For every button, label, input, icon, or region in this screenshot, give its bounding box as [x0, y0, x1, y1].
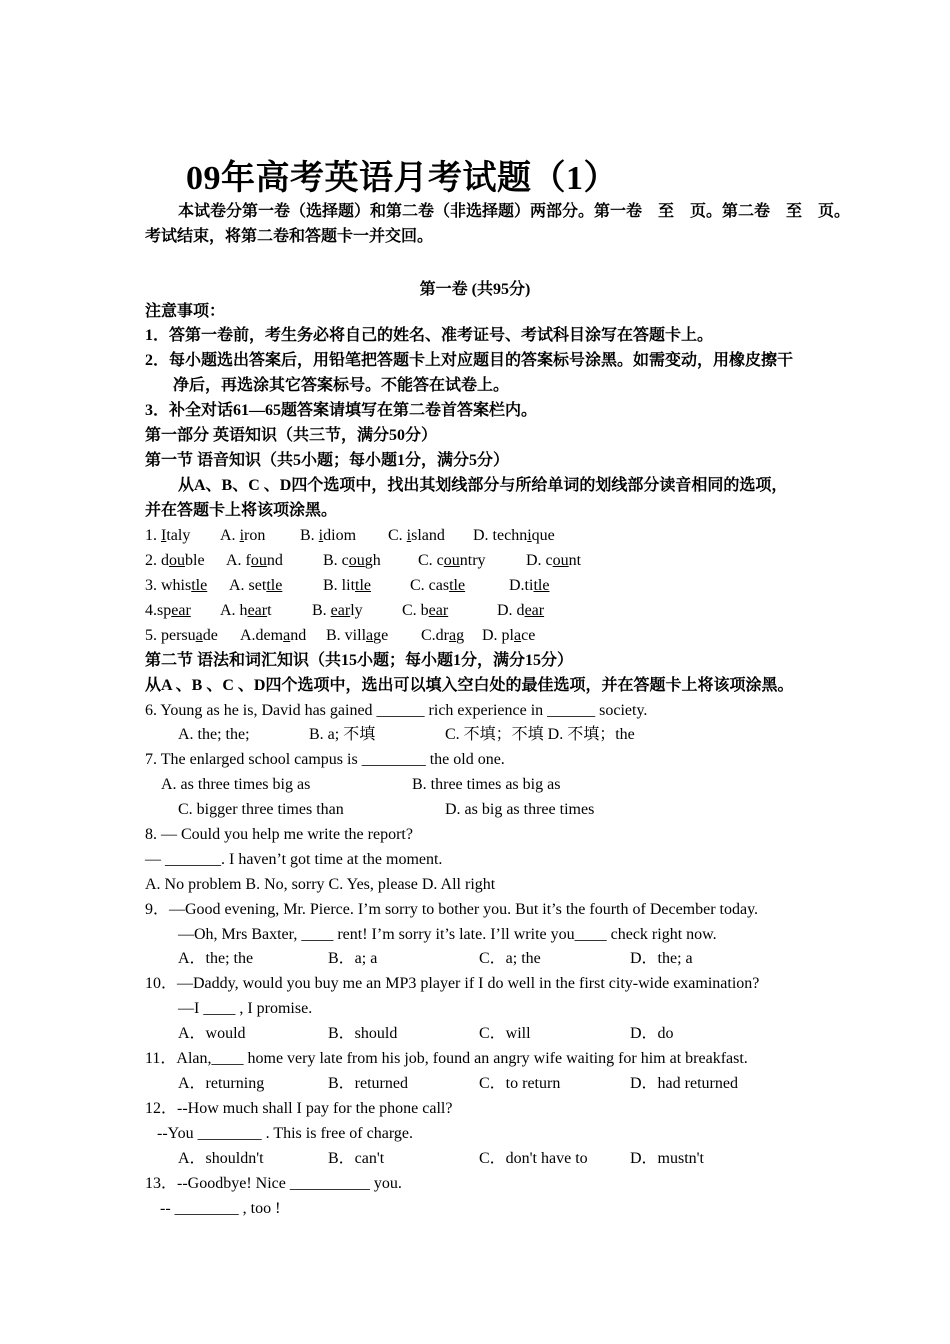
q10-option-d: D．do [630, 1025, 674, 1042]
q3-option-c: C. castle [410, 577, 466, 594]
q6-stem: 6. Young as he is, David has gained ______ rich experience in ______ society. [145, 702, 648, 719]
q1-option-d: D. technique [473, 527, 555, 544]
q4-option-a: A. heart [220, 602, 272, 619]
section1-instr-2: 并在答题卡上将该项涂黑。 [145, 502, 338, 519]
q12-option-b: B．can't [328, 1150, 385, 1167]
q9-option-d: D．the; a [630, 950, 693, 967]
q9-reply: —Oh, Mrs Baxter, ____ rent! I’m sorry it’s late. I’ll write you____ check right now. [178, 926, 717, 943]
q5-option-b: B. village [326, 627, 389, 644]
q12-reply: --You ________ . This is free of charge. [157, 1125, 413, 1142]
note-2b: 净后，再选涂其它答案标号。不能答在试卷上。 [173, 377, 510, 394]
intro-line-2: 考试结束，将第二卷和答题卡一并交回。 [145, 228, 434, 245]
q8-options: A. No problem B. No, sorry C. Yes, please D. All right [145, 876, 496, 893]
q10-option-a: A．would [178, 1025, 246, 1042]
q7-option-b: B. three times as big as [412, 776, 561, 793]
note-3: 3．补全对话61—65题答案请填写在第二卷首答案栏内。 [145, 402, 538, 419]
q12-stem: 12．--How much shall I pay for the phone call? [145, 1100, 453, 1117]
q4-option-d: D. dear [497, 602, 545, 619]
q1-word: 1. Italy [145, 527, 191, 544]
q12-option-a: A．shouldn't [178, 1150, 264, 1167]
q10-reply: —I ____ , I promise. [178, 1000, 313, 1017]
q3-word: 3. whistle [145, 577, 208, 594]
section1-heading: 第一节 语音知识（共5小题；每小题1分，满分5分） [145, 452, 510, 469]
q5-option-d: D. place [482, 627, 536, 644]
q6-option-cd: C. 不填；不填 D. 不填；the [445, 726, 635, 743]
q8-reply: — _______. I haven’t got time at the moment. [145, 851, 443, 868]
q3-option-b: B. little [323, 577, 372, 594]
q4-option-c: C. bear [402, 602, 449, 619]
section1-instr-1: 从A、B、C 、D四个选项中，找出其划线部分与所给单词的划线部分读音相同的选项， [178, 477, 788, 494]
q5-option-a: A.demand [240, 627, 307, 644]
note-2a: 2．每小题选出答案后，用铅笔把答题卡上对应题目的答案标号涂黑。如需变动，用橡皮擦干 [145, 352, 794, 369]
q12-option-d: D．mustn't [630, 1150, 705, 1167]
q11-option-c: C．to return [479, 1075, 561, 1092]
note-1: 1．答第一卷前，考生务必将自己的姓名、准考证号、考试科目涂写在答题卡上。 [145, 327, 714, 344]
q11-option-d: D．had returned [630, 1075, 738, 1092]
part1-heading: 第一卷 (共95分) [419, 281, 531, 298]
q9-option-c: C．a; the [479, 950, 541, 967]
section2-heading: 第二节 语法和词汇知识（共15小题；每小题1分，满分15分） [145, 652, 574, 669]
q10-option-b: B．should [328, 1025, 398, 1042]
q9-option-b: B．a; a [328, 950, 378, 967]
q13-stem: 13．--Goodbye! Nice __________ you. [145, 1175, 402, 1192]
q2-option-b: B. cough [323, 552, 381, 569]
q2-option-d: D. count [526, 552, 582, 569]
q3-option-a: A. settle [229, 577, 283, 594]
q2-option-a: A. found [226, 552, 283, 569]
q3-option-d: D.title [509, 577, 550, 594]
q11-stem: 11．Alan,____ home very late from his job, found an angry wife waiting for him at breakfast. [145, 1050, 748, 1067]
notes-label: 注意事项： [145, 303, 226, 320]
q9-option-a: A．the; the [178, 950, 254, 967]
q6-option-b: B. a; 不填 [309, 726, 376, 743]
q6-option-a: A. the; the; [178, 726, 250, 743]
q4-word: 4.spear [145, 602, 191, 619]
q8-stem: 8. — Could you help me write the report? [145, 826, 413, 843]
q2-word: 2. double [145, 552, 205, 569]
q1-option-c: C. island [388, 527, 445, 544]
q10-option-c: C．will [479, 1025, 531, 1042]
q7-option-d: D. as big as three times [445, 801, 595, 818]
q5-option-c: C.drag [421, 627, 465, 644]
q1-option-b: B. idiom [300, 527, 357, 544]
q11-option-a: A．returning [178, 1075, 265, 1092]
intro-line-1: 本试卷分第一卷（选择题）和第二卷（非选择题）两部分。第一卷 至 页。第二卷 至 页。 [178, 203, 851, 220]
q10-stem: 10．—Daddy, would you buy me an MP3 player if I do well in the first city-wide examination? [145, 975, 760, 992]
q2-option-c: C. country [418, 552, 486, 569]
q12-option-c: C．don't have to [479, 1150, 588, 1167]
section2-instr: 从A 、B 、C 、D四个选项中，选出可以填入空白处的最佳选项，并在答题卡上将该项涂黑。 [145, 677, 794, 694]
q4-option-b: B. early [312, 602, 363, 619]
q13-reply: -- ________ , too ! [160, 1200, 281, 1217]
q7-option-c: C. bigger three times than [178, 801, 344, 818]
q11-option-b: B．returned [328, 1075, 408, 1092]
q7-stem: 7. The enlarged school campus is ________ the old one. [145, 751, 505, 768]
q7-option-a: A. as three times big as [161, 776, 311, 793]
q1-option-a: A. iron [220, 527, 266, 544]
q9-stem: 9．—Good evening, Mr. Pierce. I’m sorry to bother you. But it’s the fourth of December today. [145, 901, 759, 918]
section-part1: 第一部分 英语知识（共三节，满分50分） [145, 427, 438, 444]
page-title: 09年高考英语月考试题（1） [186, 160, 618, 197]
q5-word: 5. persuade [145, 627, 218, 644]
